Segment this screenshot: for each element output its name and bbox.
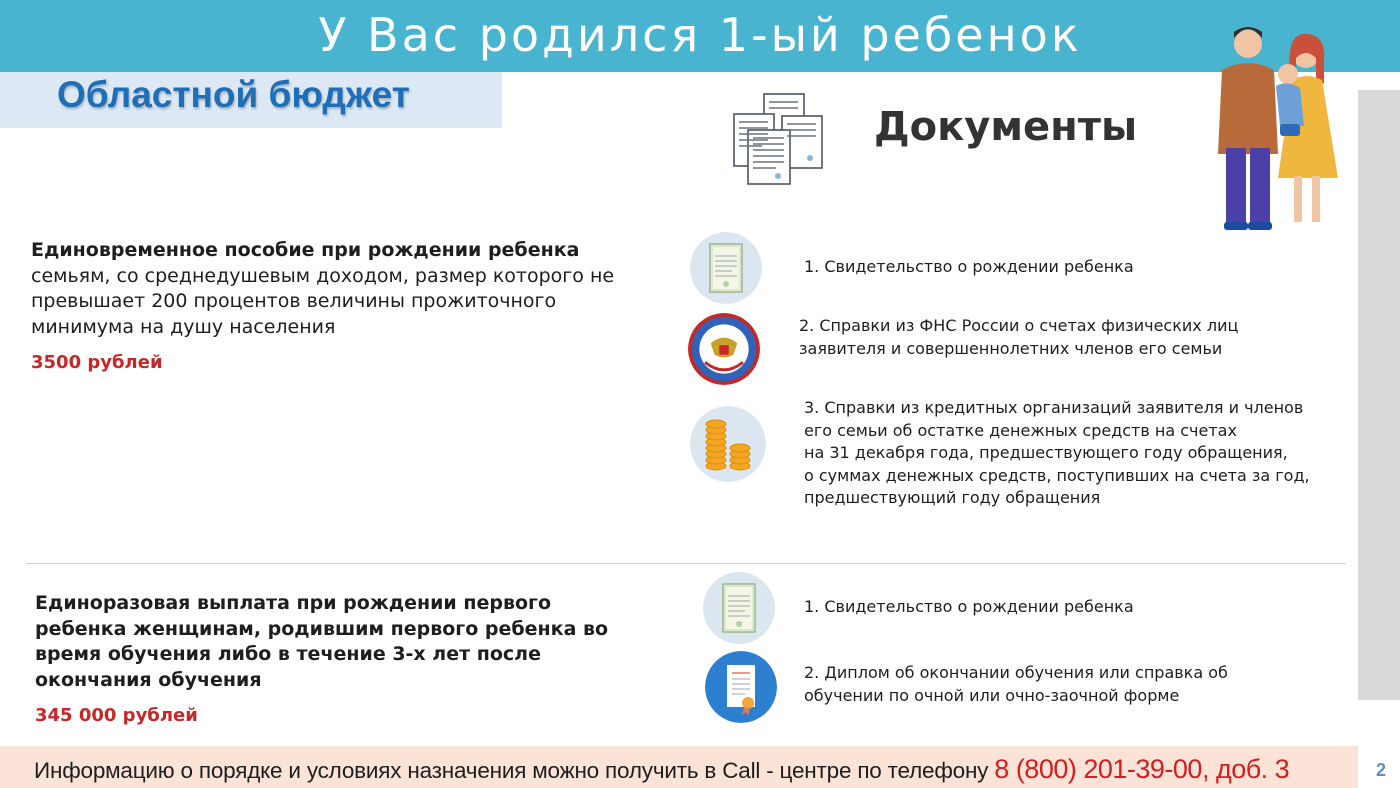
section-divider — [26, 563, 1346, 564]
benefit-2-document-1: 1. Свидетельство о рождении ребенка — [804, 597, 1134, 616]
footer-info-text: Информацию о порядке и условиях назначения можно получить в Call - центре по телефону — [34, 758, 989, 783]
benefit-1-title: Единовременное пособие при рождении ребенка — [31, 239, 580, 261]
benefit-2-document-2: 2. Диплом об окончании обучения или справка об обучении по очной или очно-заочной форме — [804, 663, 1228, 705]
benefit-2-title: Единоразовая выплата при рождении первого ребенка женщинам, родившим первого ребенка во время обучения либо в течение 3-х лет после окончания обучения — [35, 592, 609, 691]
birth-certificate-icon — [703, 572, 775, 644]
tax-service-emblem-icon — [688, 313, 760, 385]
footer-info — [34, 754, 1289, 785]
benefit-1-document-2: 2. Справки из ФНС России о счетах физических лиц заявителя и совершеннолетних членов его семьи — [799, 316, 1239, 358]
benefit-1-description: семьям, со среднедушевым доходом, размер которого не превышает 200 процентов величины прожиточного минимума на душу населения — [31, 264, 615, 338]
documents-icon — [732, 92, 826, 188]
benefit-1-document-1: 1. Свидетельство о рождении ребенка — [804, 257, 1134, 276]
documents-heading: Документы — [874, 104, 1138, 150]
call-center-phone[interactable]: 8 (800) 201-39-00, доб. 3 — [994, 754, 1290, 784]
birth-certificate-icon — [690, 232, 762, 304]
benefit-1-text — [31, 238, 631, 340]
coins-icon — [690, 406, 766, 482]
benefit-1-amount: 3500 рублей — [31, 352, 163, 373]
benefit-2-amount: 345 000 рублей — [35, 705, 198, 726]
side-gray-panel — [1358, 90, 1400, 700]
budget-label: Областной бюджет — [57, 74, 410, 115]
benefit-1-document-3: 3. Справки из кредитных организаций заявителя и членов его семьи об остатке денежных средств на счетах на 31 декабря года, предшествующего году обращения, о суммах денежных средств, поступивших на счета за год, предшествующий году обращения — [804, 398, 1310, 507]
family-illustration — [1200, 18, 1350, 236]
diploma-icon — [705, 651, 777, 723]
slide-title: У Вас родился 1-ый ребенок — [318, 8, 1082, 62]
page-number: 2 — [1376, 760, 1387, 780]
